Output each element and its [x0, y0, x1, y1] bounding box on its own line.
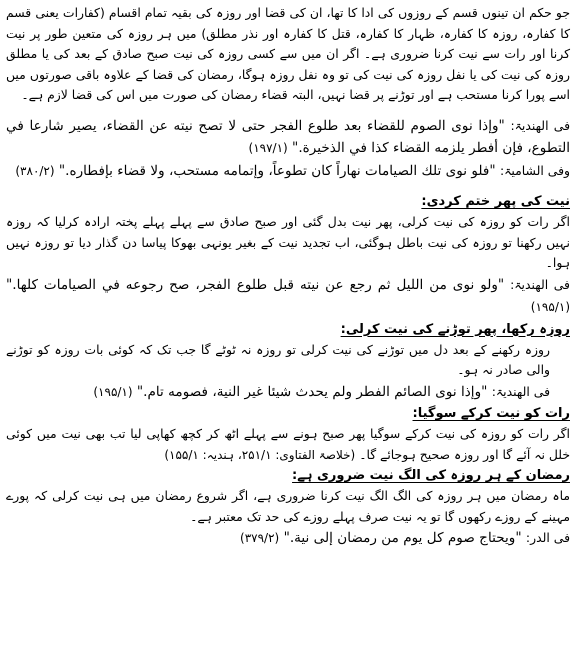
- quote-label: فی الھندیۃ:: [491, 383, 550, 399]
- section-body-intent-to-break: روزہ رکھنے کے بعد دل میں توڑنے کی نیت کرلی تو روزہ نہ ٹوٹے گا جب تک کہ کوئی بات روزہ کو توڑنے والی صادر نہ ہو۔: [6, 341, 550, 377]
- quote-label: وفی الشامیۃ:: [499, 162, 570, 178]
- quote-text: "ولو نوى من الليل ثم رجع عن نيته قبل طلوع الفجر، صح رجوعه في الصيامات كلها.": [6, 276, 505, 293]
- section-heading-ramadan-each-day: رمضان کے ہر روزہ کی الگ نیت ضروری ہے:: [292, 468, 570, 483]
- quote-reference: (۳۸۰/۲): [15, 163, 55, 178]
- quote-shamiya: [6, 160, 570, 183]
- quote-reference: (۳۷۹/۲): [240, 531, 280, 545]
- section-body-intention-cancelled: اگر رات کو روزہ کی نیت کرلی، پھر نیت بدل گئی اور صبح صادق سے پہلے پہلے پختہ ارادہ کرلیا کہ روزہ نہیں رکھنا تو روزہ کی نیت باطل ہوگئی، اب تجدید نیت کے بغیر یونہی بھوکا پیاسا دن گذار دیا تو روزہ نہیں ہوا۔: [6, 214, 570, 270]
- quote-reference: (۱۹۵/۱): [530, 300, 570, 314]
- spacer: [6, 106, 570, 115]
- quote-hindiya-1: [6, 115, 570, 160]
- section-body-ramadan-each-day: ماہ رمضان میں ہر روزہ کی الگ الگ نیت کرنا ضروری ہے، اگر شروع رمضان میں ہی نیت کرلی کہ پورے مہینے کے روزے رکھوں گا تو یہ نیت صرف پہلے روزے کی حد تک معتبر ہے۔: [6, 488, 570, 524]
- section-heading-slept-after-intention: رات کو نیت کرکے سوگیا:: [412, 406, 570, 421]
- section-heading-intent-to-break: روزہ رکھا، پھر توڑنے کی نیت کرلی:: [340, 321, 570, 337]
- quote-text: "وإذا نوى الصائم الفطر ولم يحدث شيئا غير النية، فصومه تام.": [136, 383, 488, 400]
- section-heading-intention-cancelled: نیت کی پھر ختم کردی:: [421, 194, 570, 209]
- spacer: [6, 182, 570, 191]
- quote-text: "ويحتاج صوم كل يوم من رمضان إلى نية.": [283, 530, 522, 546]
- quote-reference: (۱۹۵/۱): [93, 384, 133, 399]
- quote-label: فی الدر:: [525, 530, 570, 545]
- quote-label: فی الھندیۃ:: [510, 117, 571, 133]
- quote-text: "وإذا نوى الصوم للقضاء بعد طلوع الفجر حتى لا تصح نيته عن القضاء، يصير شارعا في التطوع، فإن أفطر يلزمه القضاء كذا في الذخيرة.": [6, 117, 570, 156]
- quote-label: فی الھندیۃ:: [510, 276, 570, 292]
- quote-hindiya-2: [6, 274, 570, 319]
- quote-reference: (۱۹۷/۱): [248, 141, 288, 155]
- reference: (خلاصۃ الفتاوی: ۲۵۱/۱، ہندیہ: ۱۵۵/۱): [164, 447, 356, 462]
- intro-paragraph: جو حکم ان تینوں قسم کے روزوں کی ادا کا تھا، ان کی قضا اور روزہ کی بقیہ تمام اقسام (کفارات یعنی قسم کا کفارہ، روزہ کا کفارہ، ظہار کا کفارہ، قتل کا کفارہ اور نذر مطلق) میں ہر روزہ کی متعین طور پر نیت کرنا اور رات سے نیت کرنا ضروری ہے۔ اگر ان میں سے کسی روزہ کی نیت صبح صادق کے بعد کی یا مطلق روزہ کی نیت کی یا نفل روزہ کی نیت کی تو وہ نفل روزہ ہوگا، رمضان کی قضا کے علاوہ باقی صورتوں میں اسے پورا کرنا مستحب ہے اور توڑنے پر قضا نہیں، البتہ قضاء رمضان کی صورت میں اس کی قضا لازم ہے۔: [6, 5, 570, 102]
- quote-hindiya-3: [6, 381, 570, 404]
- quote-durr: [6, 527, 570, 550]
- quote-text: "فلو نوى تلك الصيامات نهاراً كان تطوعاً، وإتمامه مستحب، ولا قضاء بإفطاره.": [58, 162, 496, 179]
- section-body-slept-after-intention: اگر رات کو روزہ کی نیت کرکے سوگیا پھر صبح ہونے سے پہلے اٹھ کر کچھ کھاپی لیا تب بھی نیت میں کوئی خلل نہ آئے گا اور روزہ صحیح ہوجائے گا۔ (خلاصۃ الفتاوی: ۲۵۱/۱، ہندیہ: ۱۵۵/۱): [6, 426, 570, 462]
